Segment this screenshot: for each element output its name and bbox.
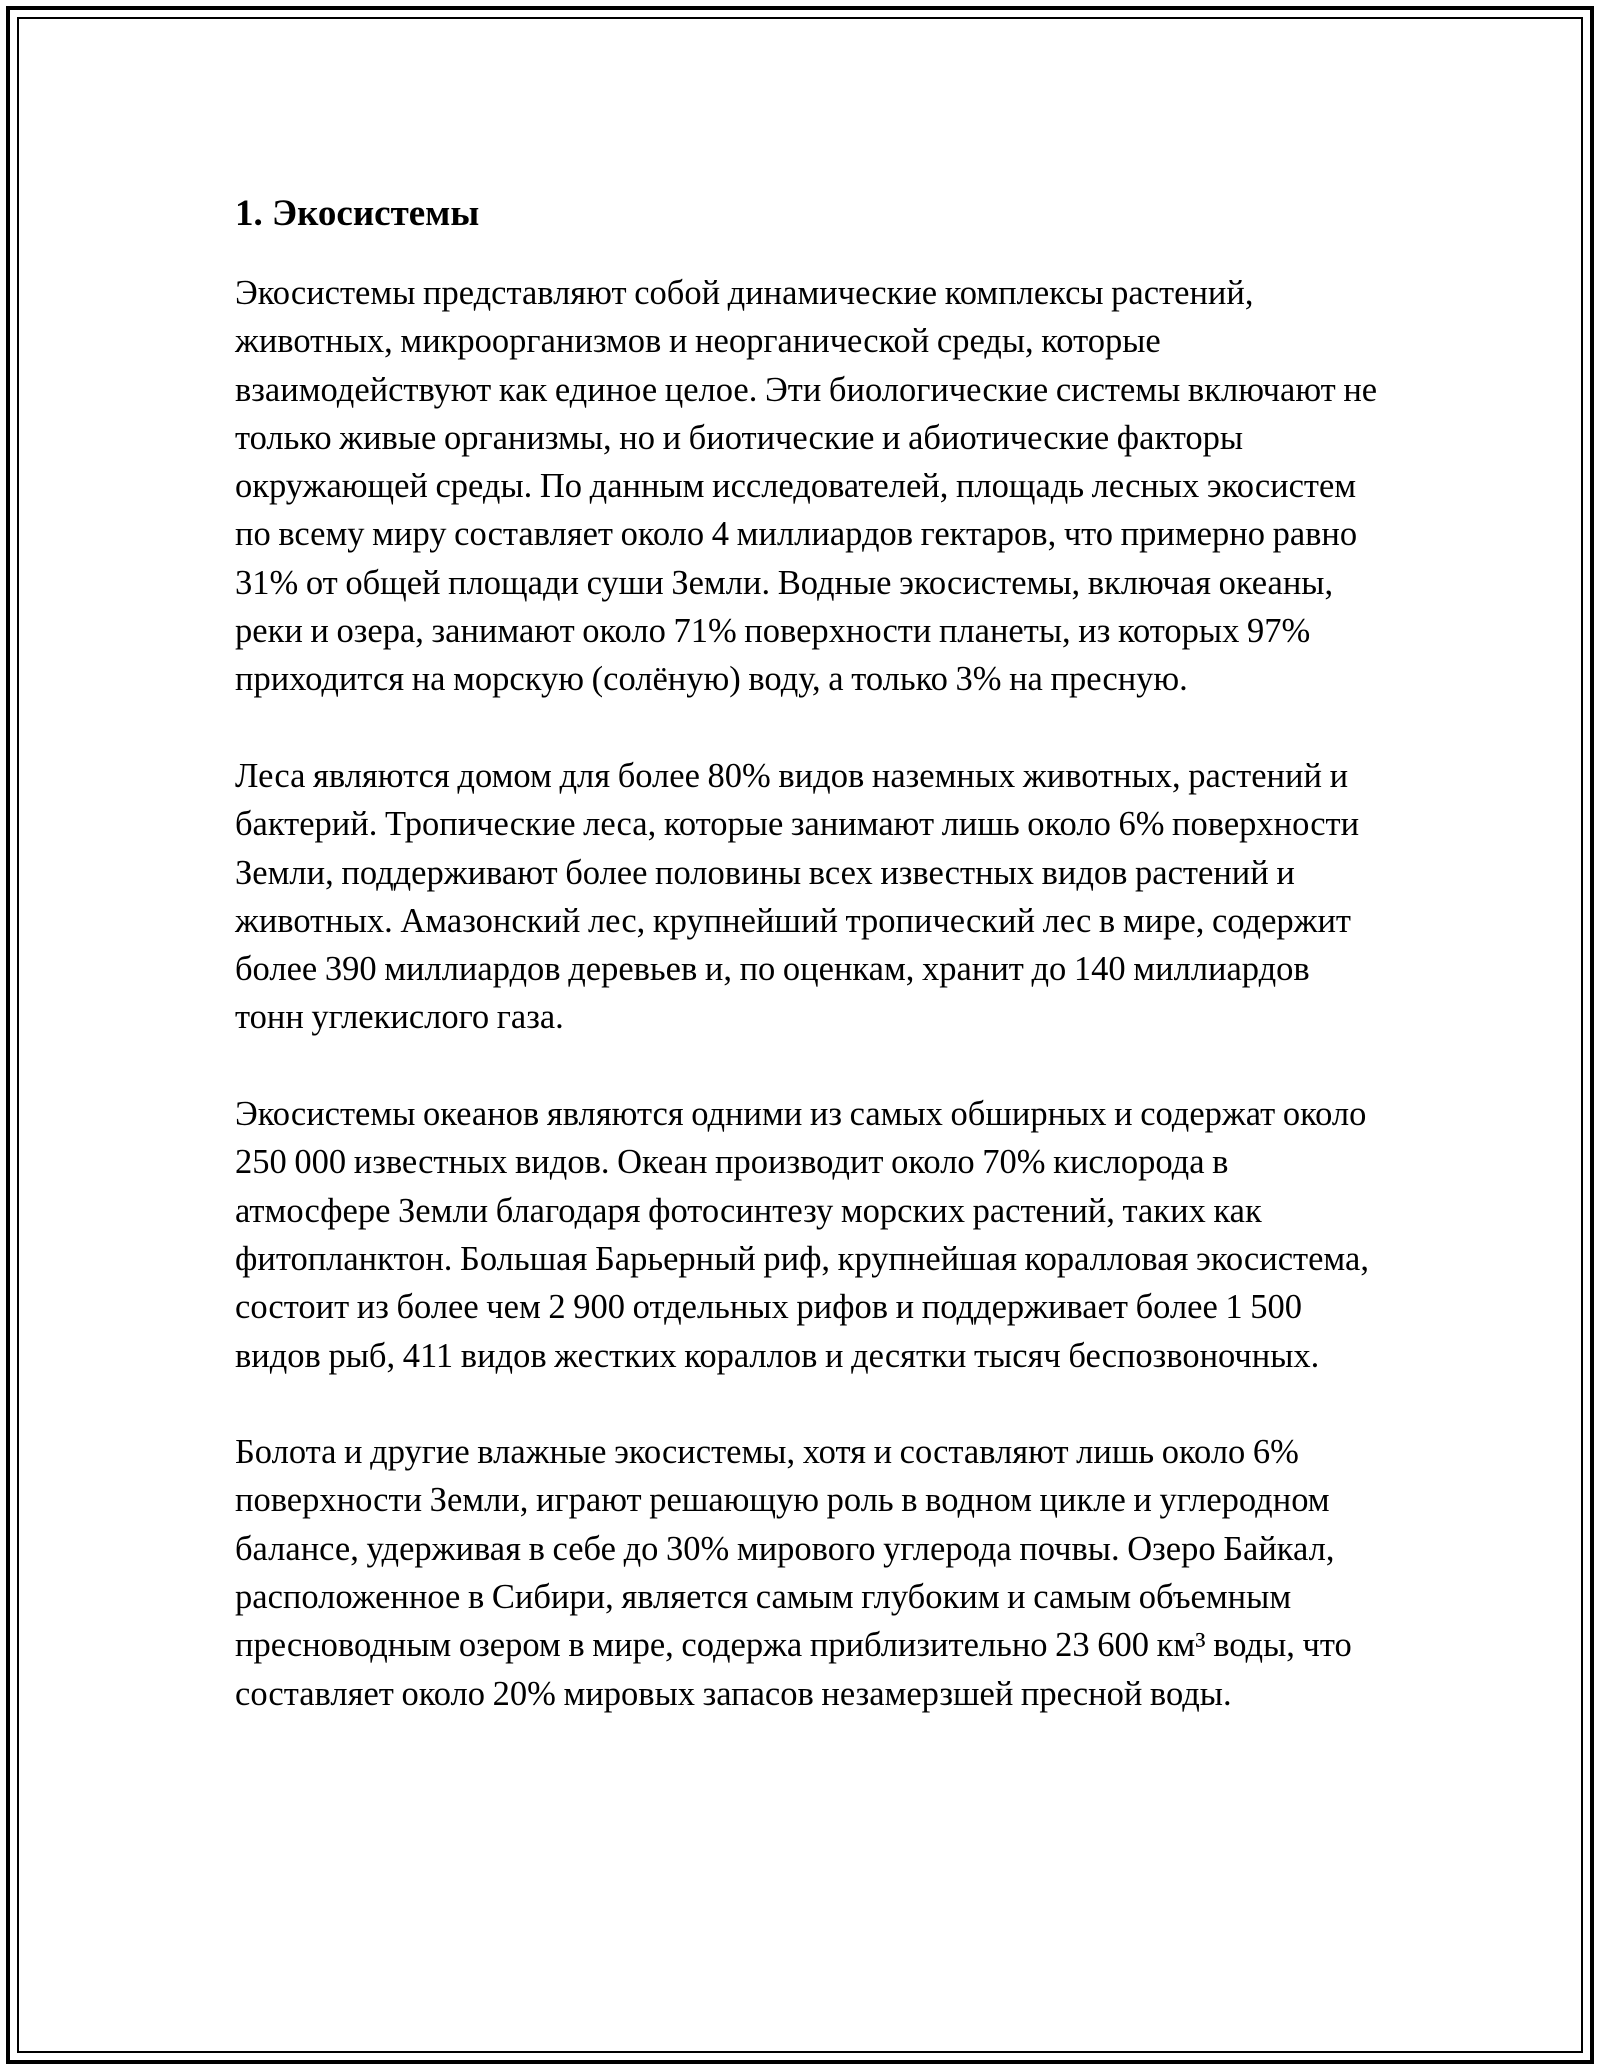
- paragraph-oceans: Экосистемы океанов являются одними из самых обширных и содержат около 250 000 известных видов. Океан производит около 70% кислорода в атмосфере Земли благодаря фотосинтезу морских растений, таких как фитопланктон. Большая Барьерный риф, крупнейшая коралловая экосистема, состоит из более чем 2 900 отдельных рифов и поддерживает более 1 500 видов рыб, 411 видов жестких кораллов и десятки тысяч беспозвоночных.: [235, 1095, 1369, 1375]
- section-heading: 1. Экосистемы: [235, 193, 480, 234]
- document-body: [235, 188, 1385, 1766]
- paragraph-wetlands: Болота и другие влажные экосистемы, хотя и составляют лишь около 6% поверхности Земли, играют решающую роль в водном цикле и углеродном балансе, удерживая в себе до 30% мирового углерода почвы. Озеро Байкал, расположенное в Сибири, является самым глубоким и самым объемным пресноводным озером в мире, содержа приблизительно 23 600 км³ воды, что составляет около 20% мировых запасов незамерзшей пресной воды.: [235, 1433, 1352, 1713]
- paragraph-forests: Леса являются домом для более 80% видов наземных животных, растений и бактерий. Тропические леса, которые занимают лишь около 6% поверхности Земли, поддерживают более половины всех известных видов растений и животных. Амазонский лес, крупнейший тропический лес в мире, содержит более 390 миллиардов деревьев и, по оценкам, хранит до 140 миллиардов тонн углекислого газа.: [235, 756, 1360, 1037]
- paragraph-ecosystems-intro: Экосистемы представляют собой динамические комплексы растений, животных, микроорганизмов и неорганической среды, которые взаимодействуют как единое целое. Эти биологические системы включают не только живые организмы, но и биотические и абиотические факторы окружающей среды. По данным исследователей, площадь лесных экосистем по всему миру составляет около 4 миллиардов гектаров, что примерно равно 31% от общей площади суши Земли. Водные экосистемы, включая океаны, реки и озера, занимают около 71% поверхности планеты, из которых 97% приходится на морскую (солёную) воду, а только 3% на пресную.: [235, 274, 1378, 699]
